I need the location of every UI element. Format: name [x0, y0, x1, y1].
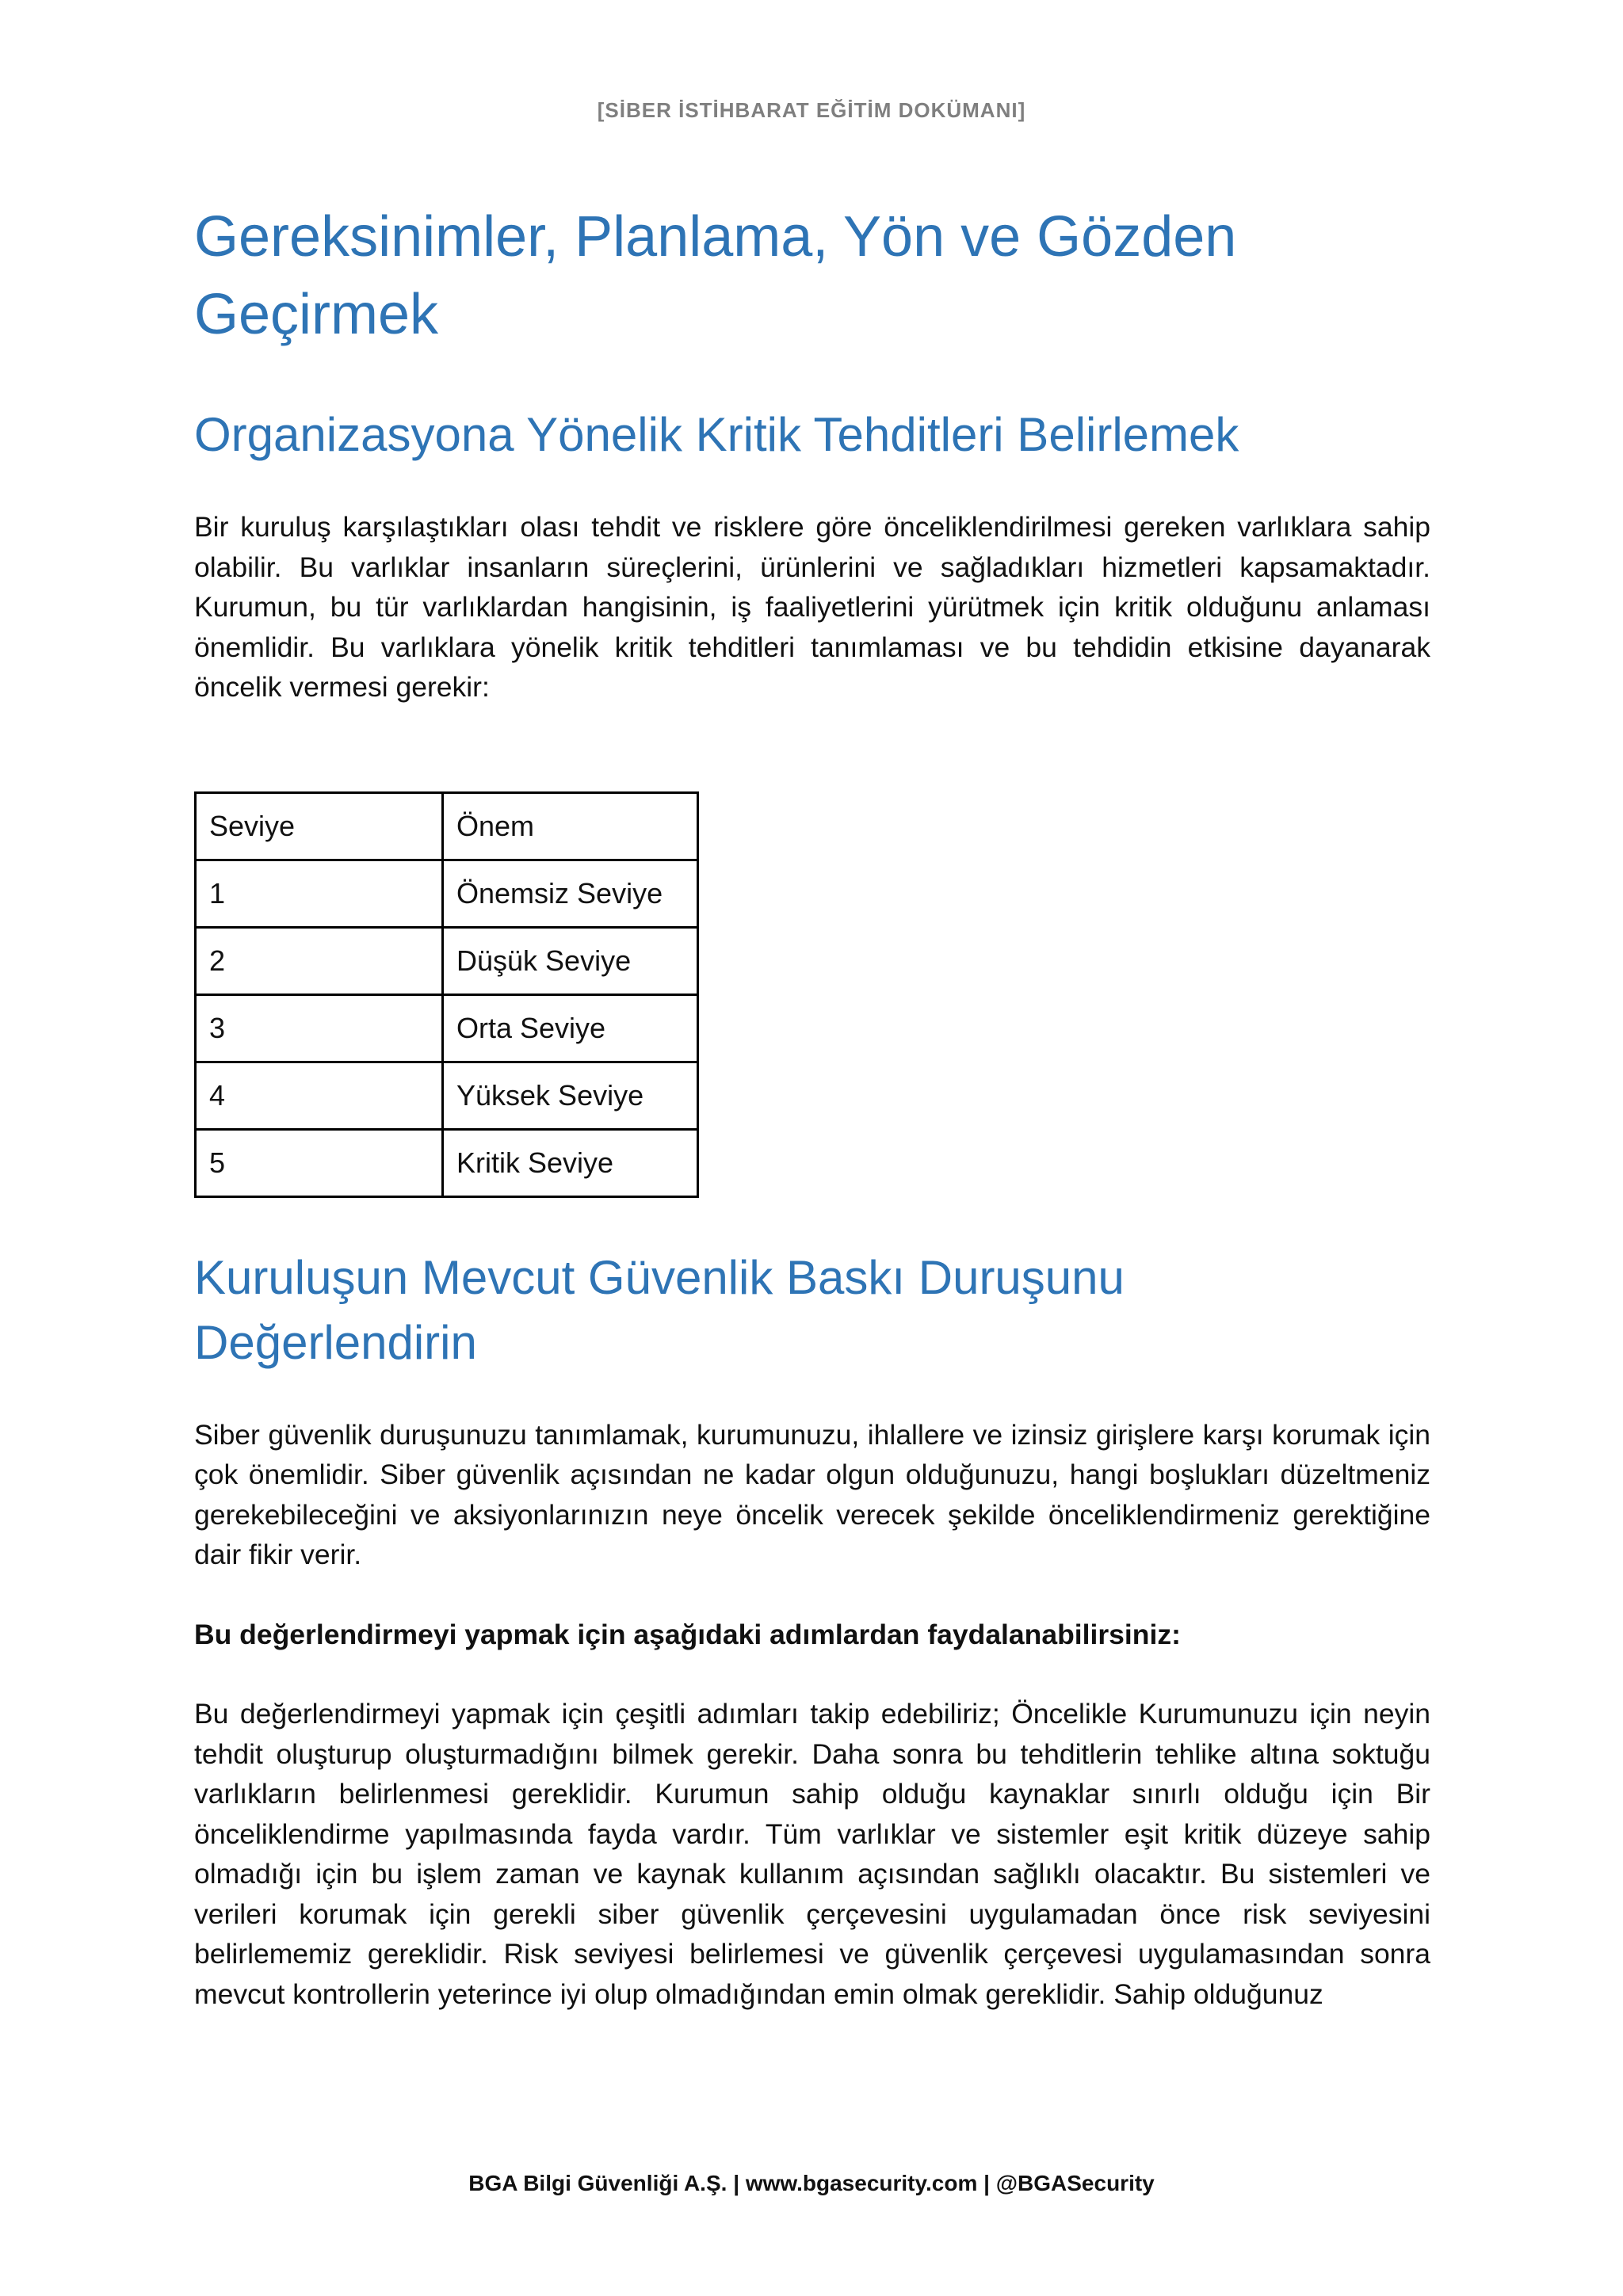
- table-cell-importance: Yüksek Seviye: [443, 1062, 698, 1129]
- table-row: [196, 1062, 698, 1129]
- table-cell-importance: Kritik Seviye: [443, 1129, 698, 1196]
- table-row: [196, 860, 698, 927]
- section-paragraph: Bu değerlendirmeyi yapmak için çeşitli adımları takip edebiliriz; Öncelikle Kurumunuzu için neyin tehdit oluşturup oluşturmadığını bilmek gerekir. Daha sonra bu tehditlerin tehlike altına soktuğu varlıkların belirlenmesi gereklidir. Kurumun sahip olduğu kaynaklar sınırlı olduğu için Bir önceliklendirme yapılmasında fayda vardır. Tüm varlıklar ve sistemler eşit kritik düzeye sahip olmadığı için bu işlem zaman ve kaynak kullanım açısından sağlıklı olacaktır. Bu sistemleri ve verileri korumak için gerekli siber güvenlik çerçevesini uygulamadan önce risk seviyesini belirlememiz gereklidir. Risk seviyesi belirlemesi ve güvenlik çerçevesi uygulamasından sonra mevcut kontrollerin yeterince iyi olup olmadığından emin olmak gereklidir. Sahip olduğunuz: [194, 1698, 1430, 2010]
- table-cell-level: 4: [196, 1062, 443, 1129]
- section-heading-critical-threats: Organizasyona Yönelik Kritik Tehditleri Belirlemek: [194, 408, 1239, 461]
- severity-table: [194, 791, 699, 1198]
- table-header-row: [196, 792, 698, 860]
- table-header-cell: Seviye: [196, 792, 443, 860]
- table-row: [196, 994, 698, 1062]
- table-row: [196, 927, 698, 994]
- table-cell-level: 5: [196, 1129, 443, 1196]
- document-title: Gereksinimler, Planlama, Yön ve Gözden Geçirmek: [194, 205, 1237, 346]
- section-paragraph: Bir kuruluş karşılaştıkları olası tehdit ve risklere göre önceliklendirilmesi gereken varlıklara sahip olabilir. Bu varlıklar insanların süreçlerini, ürünlerini ve sağladıkları hizmetleri kapsamaktadır. Kurumun, bu tür varlıklardan hangisinin, iş faaliyetlerini yürütmek için kritik olduğunu anlaması önemlidir. Bu varlıklara yönelik kritik tehditleri tanımlaması ve bu tehdidin etkisine dayanarak öncelik vermesi gerekir:: [194, 511, 1430, 703]
- table-cell-importance: Düşük Seviye: [443, 927, 698, 994]
- page-footer: BGA Bilgi Güvenliği A.Ş. | www.bgasecurity.com | @BGASecurity: [468, 2171, 1155, 2195]
- section-heading-security-posture: Kuruluşun Mevcut Güvenlik Baskı Duruşunu Değerlendirin: [194, 1250, 1125, 1369]
- table-header-cell: Önem: [443, 792, 698, 860]
- table-cell-level: 3: [196, 994, 443, 1062]
- document-body: [194, 198, 1430, 2014]
- steps-intro: Bu değerlendirmeyi yapmak için aşağıdaki adımlardan faydalanabilirsiniz:: [194, 1618, 1181, 1650]
- table-cell-level: 2: [196, 927, 443, 994]
- section-paragraph: Siber güvenlik duruşunuzu tanımlamak, kurumunuzu, ihlallere ve izinsiz girişlere karşı korumak için çok önemlidir. Siber güvenlik açısından ne kadar olgun olduğunuzu, hangi boşlukları düzeltmeniz gerekebileceğini ve aksiyonlarınızın neye öncelik verecek şekilde önceliklendirmeniz gerektiğine dair fikir verir.: [194, 1418, 1430, 1570]
- table-row: [196, 1129, 698, 1196]
- table-cell-level: 1: [196, 860, 443, 927]
- page-header: [SİBER İSTİHBARAT EĞİTİM DOKÜMANI]: [597, 98, 1026, 122]
- table-cell-importance: Orta Seviye: [443, 994, 698, 1062]
- table-cell-importance: Önemsiz Seviye: [443, 860, 698, 927]
